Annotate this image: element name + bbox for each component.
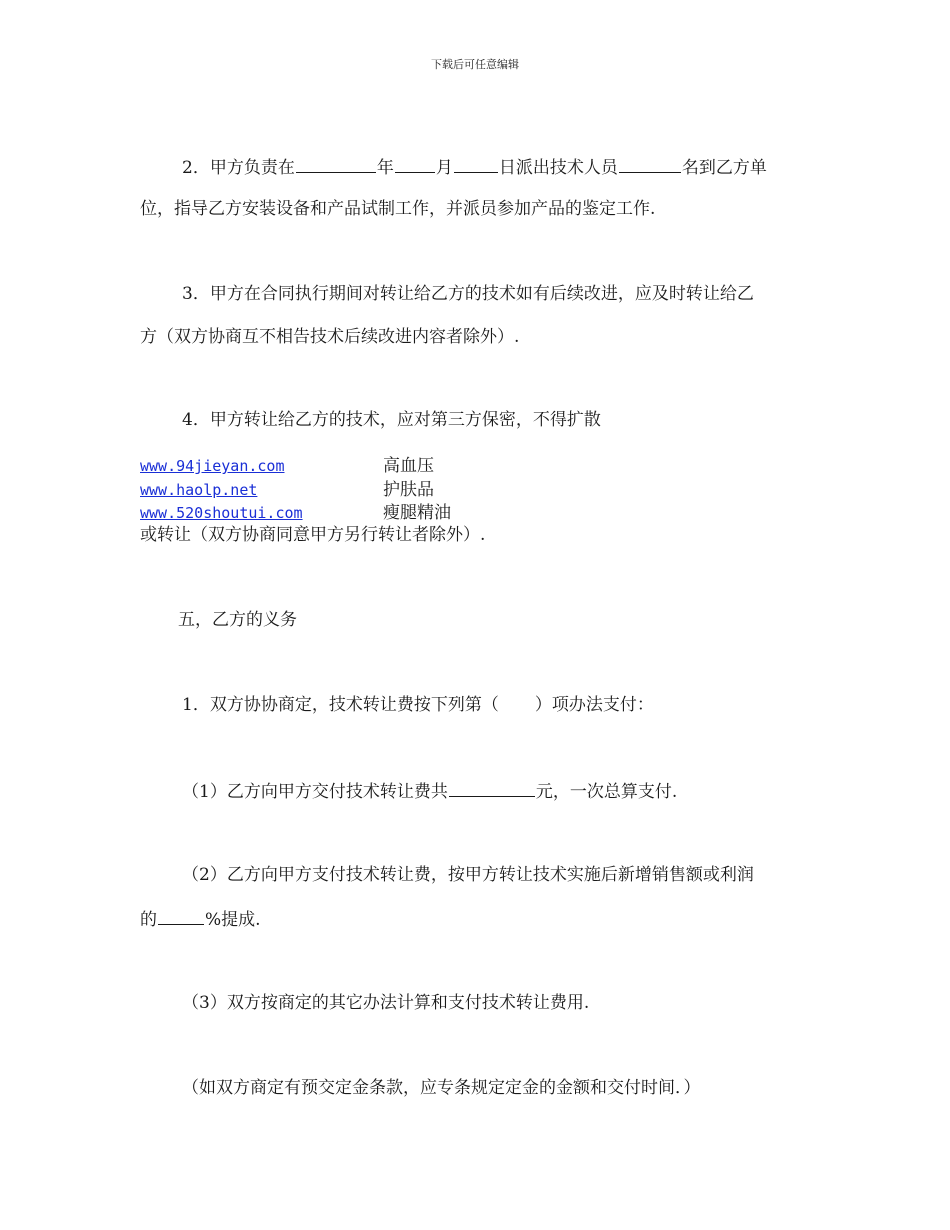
item-1-line: [182, 694, 654, 716]
clause-4-line-2: 或转让（双方协商同意甲方另行转让者除外）.: [140, 525, 486, 545]
option-2-line-1: （2）乙方向甲方支付技术转让费，按甲方转让技术实施后新增销售额或利润: [182, 865, 754, 885]
day-blank: [454, 155, 498, 173]
link-haolp[interactable]: www.haolp.net: [140, 481, 258, 499]
clause-4-line-1: 4．甲方转让给乙方的技术，应对第三方保密，不得扩散: [182, 410, 601, 430]
option-3-line: （3）双方按商定的其它办法计算和支付技术转让费用.: [182, 993, 590, 1013]
clause-2-text-b: 年: [376, 158, 394, 178]
item-1-text-b: ）项办法支付：: [534, 695, 654, 715]
deposit-note: （如双方商定有预交定金条款，应专条规定定金的金额和交付时间．）: [182, 1078, 701, 1098]
clause-2-text-d: 日派出技术人员: [498, 158, 618, 178]
link-label-3: 瘦腿精油: [383, 503, 451, 523]
clause-2-line-2: 位，指导乙方安装设备和产品试制工作，并派员参加产品的鉴定工作.: [140, 199, 656, 219]
page-header: 下载后可任意编辑: [431, 58, 519, 71]
option-1-text-b: 元，一次总算支付.: [535, 782, 678, 802]
staff-count-blank: [619, 155, 681, 173]
percent-blank: [158, 907, 204, 925]
item-1-text-a: 1．双方协协商定，技术转让费按下列第（: [182, 695, 499, 715]
option-1-line: [182, 779, 677, 803]
option-2-text-b: %提成.: [205, 910, 261, 930]
link-520shoutui[interactable]: www.520shoutui.com: [140, 504, 303, 522]
clause-3-line-1: 3．甲方在合同执行期间对转让给乙方的技术如有后续改进，应及时转让给乙: [182, 284, 754, 304]
fee-amount-blank: [449, 779, 535, 797]
option-2-line-2: [140, 907, 261, 931]
clause-3-line-2: 方（双方协商互不相告技术后续改进内容者除外）.: [140, 327, 520, 347]
clause-2-text-e: 名到乙方单: [681, 158, 767, 178]
option-2-text-a: 的: [140, 910, 157, 930]
clause-2-text-a: 2．甲方负责在: [182, 158, 295, 178]
month-blank: [395, 155, 435, 173]
section-5-title: 五，乙方的义务: [178, 610, 297, 630]
year-blank: [296, 155, 376, 173]
clause-2-line-1: [182, 155, 767, 179]
link-94jieyan[interactable]: www.94jieyan.com: [140, 457, 285, 475]
link-label-1: 高血压: [383, 456, 434, 476]
clause-2-text-c: 月: [435, 158, 453, 178]
option-1-text-a: （1）乙方向甲方交付技术转让费共: [182, 782, 448, 802]
link-label-2: 护肤品: [383, 480, 434, 500]
